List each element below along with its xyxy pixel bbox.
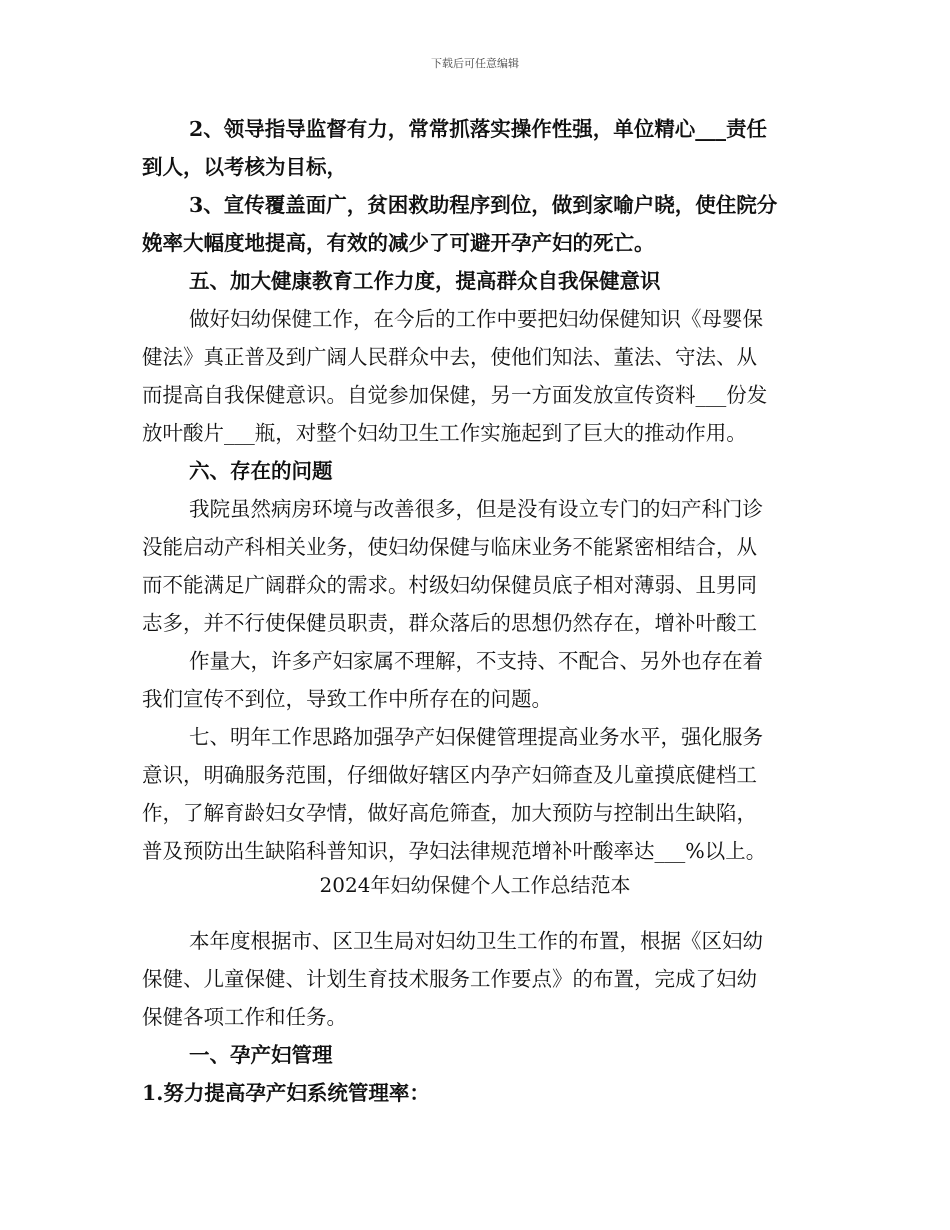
paragraph-line: 七、明年工作思路加强孕产妇保健管理提高业务水平，强化服务 [189, 725, 763, 749]
paragraph-line: 意识，明确服务范围，仔细做好辖区内孕产妇筛查及儿童摸底健档工 [142, 763, 757, 787]
paragraph-line: 作量大，许多产妇家属不理解，不支持、不配合、另外也存在着 [189, 649, 763, 673]
paragraph-line: 娩率大幅度地提高，有效的减少了可避开孕产妇的死亡。 [142, 231, 655, 255]
section-heading: 一、孕产妇管理 [189, 1043, 333, 1067]
page-header: 下载后可任意编辑 [431, 57, 519, 70]
paragraph-line: 我们宣传不到位，导致工作中所存在的问题。 [142, 687, 552, 711]
section-heading: 六、存在的问题 [189, 459, 333, 483]
paragraph-line: 健法》真正普及到广阔人民群众中去，使他们知法、董法、守法、从 [142, 345, 757, 369]
paragraph-line: 普及预防出生缺陷科普知识，孕妇法律规范增补叶酸率达___%以上。 [142, 839, 767, 863]
paragraph-line: 志多，并不行使保健员职责，群众落后的思想仍然存在，增补叶酸工 [142, 611, 757, 635]
document-title: 2024年妇幼保健个人工作总结范本 [319, 873, 631, 897]
paragraph-line: 保健、儿童保健、计划生育技术服务工作要点》的布置，完成了妇幼 [142, 967, 757, 991]
section-heading: 五、加大健康教育工作力度，提高群众自我保健意识 [189, 269, 661, 293]
paragraph-line: 放叶酸片___瓶，对整个妇幼卫生工作实施起到了巨大的推动作用。 [142, 421, 747, 445]
paragraph-line: 没能启动产科相关业务，使妇幼保健与临床业务不能紧密相结合，从 [142, 535, 757, 559]
paragraph-line: 作，了解育龄妇女孕情，做好高危筛查，加大预防与控制出生缺陷， [142, 801, 757, 825]
paragraph-line: 做好妇幼保健工作，在今后的工作中要把妇幼保健知识《母婴保 [189, 307, 763, 331]
paragraph-line: 而不能满足广阔群众的需求。村级妇幼保健员底子相对薄弱、且男同 [142, 573, 757, 597]
paragraph-line: 而提高自我保健意识。自觉参加保健，另一方面发放宣传资料___份发 [142, 383, 768, 407]
subsection-heading: 1.努力提高孕产妇系统管理率： [142, 1081, 430, 1105]
paragraph-line: 3、宣传覆盖面广，贫困救助程序到位，做到家喻户晓，使住院分 [189, 193, 778, 217]
paragraph-line: 保健各项工作和任务。 [142, 1005, 347, 1029]
paragraph-line: 我院虽然病房环境与改善很多，但是没有设立专门的妇产科门诊 [189, 497, 763, 521]
paragraph-line: 本年度根据市、区卫生局对妇幼卫生工作的布置，根据《区妇幼 [189, 929, 763, 953]
paragraph-line: 2、领导指导监督有力，常常抓落实操作性强，单位精心___责任 [189, 117, 768, 141]
paragraph-line: 到人，以考核为目标， [142, 155, 347, 179]
